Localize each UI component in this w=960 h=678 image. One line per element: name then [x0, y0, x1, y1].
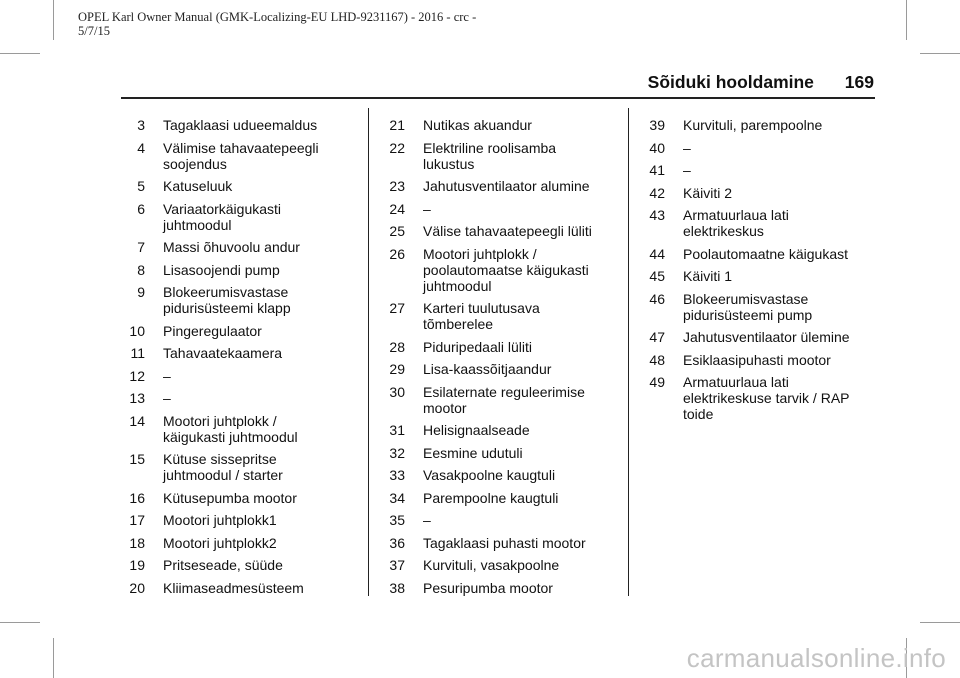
list-item — [118, 345, 350, 361]
item-number: 41 — [649, 162, 665, 178]
item-number: 13 — [129, 390, 145, 406]
item-text: Tagaklaasi puhasti mootor — [423, 534, 586, 551]
list-item — [638, 374, 870, 422]
item-number: 16 — [129, 489, 145, 506]
item-text: Välise tahavaatepeegli lüliti — [423, 223, 592, 239]
item-number: 29 — [389, 361, 405, 377]
item-text: Katuseluuk — [163, 178, 233, 194]
item-text: Vasakpoolne kaugtuli — [423, 467, 556, 483]
list-item — [638, 117, 870, 133]
item-number: 14 — [129, 412, 145, 429]
item-number: 47 — [649, 329, 665, 345]
list-item — [118, 262, 350, 278]
list-item — [378, 117, 610, 133]
item-text: – — [163, 390, 171, 406]
column-divider — [628, 108, 629, 596]
item-text: Pingeregulaator — [163, 322, 262, 339]
fuse-list-column-3 — [638, 117, 870, 429]
list-item — [378, 557, 610, 573]
item-text: – — [423, 512, 431, 528]
item-number: 34 — [389, 489, 405, 506]
list-item — [118, 140, 350, 172]
item-number: 32 — [389, 444, 405, 461]
item-text: Eesmine udutuli — [423, 444, 523, 461]
item-number: 30 — [389, 383, 405, 400]
item-number: 35 — [389, 512, 405, 528]
document-header: OPEL Karl Owner Manual (GMK-Localizing-EU LHD-9231167) - 2016 - crc - 5/7/15 — [78, 10, 477, 38]
item-number: 26 — [389, 245, 405, 262]
list-item — [638, 291, 870, 323]
item-text: Välimise tahavaatepeegli soojendus — [163, 139, 319, 172]
list-item — [378, 580, 610, 596]
item-number: 6 — [137, 200, 145, 217]
item-text: Esiklaasipuhasti mootor — [683, 351, 831, 368]
list-item — [378, 361, 610, 377]
item-number: 39 — [649, 117, 665, 133]
item-number: 10 — [129, 322, 145, 339]
list-item — [378, 201, 610, 217]
item-number: 33 — [389, 467, 405, 483]
item-text: Tahavaatekaamera — [163, 345, 283, 361]
item-number: 49 — [649, 374, 665, 390]
list-item — [378, 445, 610, 461]
item-number: 24 — [389, 200, 405, 217]
list-item — [378, 384, 610, 416]
item-number: 23 — [389, 178, 405, 194]
item-number: 20 — [129, 579, 145, 596]
crop-mark — [920, 53, 960, 54]
item-text: Pritseseade, süüde — [163, 557, 283, 573]
item-text: Kütusepumba mootor — [163, 489, 297, 506]
item-text: Mootori juhtplokk / käigukasti juhtmoodul — [163, 412, 298, 445]
list-item — [118, 390, 350, 406]
section-header — [648, 72, 874, 93]
list-item — [378, 535, 610, 551]
list-item — [638, 185, 870, 201]
item-text: Nutikas akuandur — [423, 117, 532, 133]
item-number: 5 — [137, 178, 145, 194]
item-number: 48 — [649, 351, 665, 368]
fuse-list-column-2 — [378, 117, 610, 602]
item-text: – — [423, 200, 431, 217]
item-number: 8 — [137, 261, 145, 278]
item-number: 44 — [649, 245, 665, 262]
list-item — [638, 140, 870, 156]
item-number: 38 — [389, 579, 405, 596]
header-rule — [121, 97, 875, 99]
crop-mark — [53, 0, 54, 40]
list-item — [378, 490, 610, 506]
list-item — [638, 329, 870, 345]
list-item — [638, 246, 870, 262]
item-text: Parempoolne kaugtuli — [423, 489, 559, 506]
item-number: 36 — [389, 534, 405, 551]
list-item — [118, 557, 350, 573]
crop-mark — [53, 638, 54, 678]
list-item — [118, 413, 350, 445]
watermark: carmanualsonline.info — [686, 643, 946, 673]
list-item — [118, 512, 350, 528]
item-number: 21 — [389, 117, 405, 133]
section-title: Sõiduki hooldamine — [647, 72, 814, 92]
list-item — [118, 490, 350, 506]
item-number: 46 — [649, 290, 665, 307]
item-number: 28 — [389, 338, 405, 355]
list-item — [378, 246, 610, 294]
crop-mark — [920, 622, 960, 623]
item-text: Blokeerumisvastase pidurisüsteemi klapp — [163, 284, 291, 316]
item-number: 4 — [137, 139, 145, 156]
list-item — [378, 512, 610, 528]
item-number: 18 — [129, 534, 145, 551]
item-text: Käiviti 2 — [683, 184, 733, 201]
item-text: Massi õhuvoolu andur — [163, 239, 300, 255]
list-item — [118, 284, 350, 316]
list-item — [118, 368, 350, 384]
item-text: Käiviti 1 — [683, 268, 733, 284]
item-text: Jahutusventilaator alumine — [423, 178, 590, 194]
item-number: 19 — [129, 557, 145, 573]
item-number: 22 — [389, 139, 405, 156]
item-text: Piduripedaali lüliti — [423, 338, 532, 355]
item-number: 15 — [129, 451, 145, 467]
item-number: 11 — [130, 345, 145, 361]
list-item — [118, 580, 350, 596]
list-item — [118, 451, 350, 483]
item-text: Kurvituli, vasakpoolne — [423, 557, 560, 573]
item-text: Blokeerumisvastase pidurisüsteemi pump — [683, 290, 813, 323]
list-item — [378, 339, 610, 355]
item-text: Armatuurlaua lati elektrikeskuse tarvik / RAP toide — [683, 374, 850, 422]
item-text: Variaatorkäigukasti juhtmoodul — [163, 200, 282, 233]
item-number: 31 — [389, 422, 405, 438]
item-number: 12 — [129, 367, 145, 384]
item-number: 37 — [389, 557, 405, 573]
item-text: Mootori juhtplokk2 — [163, 534, 277, 551]
list-item — [378, 140, 610, 172]
item-number: 45 — [649, 268, 665, 284]
item-number: 3 — [137, 117, 145, 133]
page-number: 169 — [844, 72, 874, 92]
crop-mark — [906, 0, 907, 40]
list-item — [118, 117, 350, 133]
crop-mark — [0, 622, 40, 623]
item-number: 9 — [137, 284, 145, 300]
item-text: – — [683, 139, 691, 156]
item-number: 25 — [389, 223, 405, 239]
list-item — [638, 352, 870, 368]
column-divider — [368, 108, 369, 596]
item-text: Jahutusventilaator ülemine — [683, 329, 850, 345]
list-item — [118, 178, 350, 194]
item-text: Lisa-kaassõitjaandur — [423, 361, 552, 377]
list-item — [638, 268, 870, 284]
item-text: Poolautomaatne käigukast — [683, 245, 848, 262]
item-text: Kurvituli, parempoolne — [683, 117, 823, 133]
item-text: Helisignaalseade — [423, 422, 530, 438]
list-item — [118, 239, 350, 255]
list-item — [118, 535, 350, 551]
item-number: 7 — [137, 239, 145, 255]
item-text: Mootori juhtplokk1 — [163, 512, 277, 528]
item-text: Karteri tuulutusava tõmberelee — [423, 300, 540, 332]
item-text: Elektriline roolisamba lukustus — [423, 139, 557, 172]
item-text: Kliimaseadmesüsteem — [163, 579, 304, 596]
list-item — [118, 201, 350, 233]
item-text: Armatuurlaua lati elektrikeskus — [683, 207, 789, 239]
list-item — [378, 467, 610, 483]
item-number: 17 — [129, 512, 145, 528]
list-item — [378, 300, 610, 332]
list-item — [638, 162, 870, 178]
item-text: Pesuripumba mootor — [423, 579, 553, 596]
list-item — [118, 323, 350, 339]
item-number: 27 — [389, 300, 405, 316]
list-item — [378, 223, 610, 239]
list-item — [378, 422, 610, 438]
list-item — [378, 178, 610, 194]
item-number: 43 — [649, 207, 665, 223]
item-text: – — [163, 367, 171, 384]
item-text: – — [683, 162, 691, 178]
item-number: 42 — [649, 184, 665, 201]
item-number: 40 — [649, 139, 665, 156]
item-text: Esilaternate reguleerimise mootor — [423, 383, 585, 416]
item-text: Lisasoojendi pump — [163, 261, 280, 278]
list-item — [638, 207, 870, 239]
item-text: Kütuse sissepritse juhtmoodul / starter — [163, 451, 283, 483]
item-text: Tagaklaasi udueemaldus — [163, 117, 318, 133]
item-text: Mootori juhtplokk / poolautomaatse käigukasti juhtmoodul — [423, 245, 589, 294]
fuse-list-column-1 — [118, 117, 350, 602]
crop-mark — [0, 53, 40, 54]
